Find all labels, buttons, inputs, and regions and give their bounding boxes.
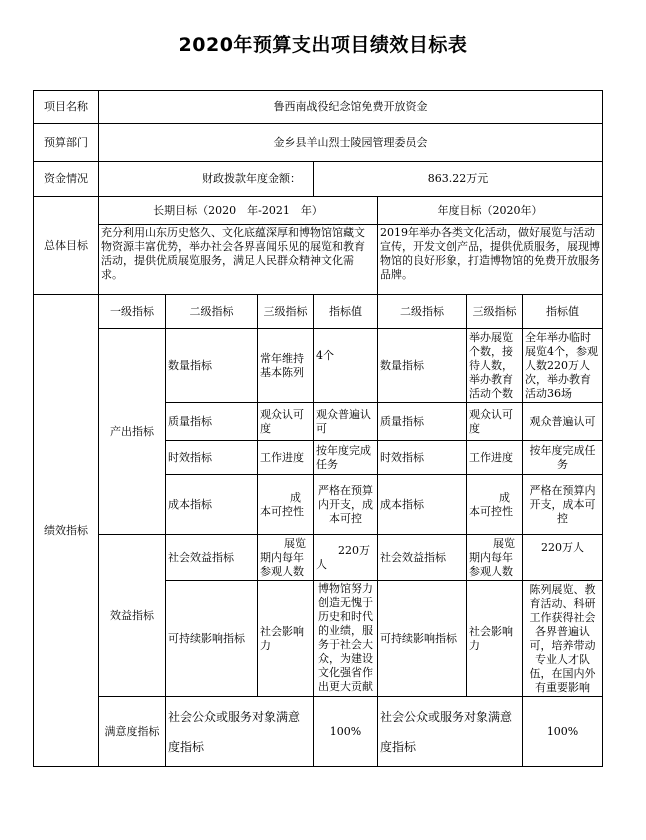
cell-l3-annual: 工作进度 [467, 441, 523, 475]
department-value: 金乡县羊山烈士陵园管理委员会 [99, 124, 603, 162]
table-row [34, 697, 603, 767]
performance-target-table [33, 90, 603, 767]
cell-l2-annual: 社会效益指标 [378, 535, 467, 581]
header-level3: 三级指标 [258, 295, 314, 329]
department-label: 预算部门 [34, 124, 99, 162]
cell-value-annual: 严格在预算内开支，成本可控 [523, 475, 603, 535]
header-value: 指标值 [314, 295, 378, 329]
cell-value: 观众普遍认可 [314, 403, 378, 441]
cell-l3-annual: 观众认可度 [467, 403, 523, 441]
benefit-label: 效益指标 [99, 535, 166, 697]
funding-label: 资金情况 [34, 162, 99, 197]
long-term-text: 充分利用山东历史悠久、文化底蕴深厚和博物馆馆藏文物资源丰富优势，举办社会各界喜闻乐见的展览和教育活动，提供优质展览服务，满足人民群众精神文化需求。 [99, 225, 378, 295]
cell-value-annual: 按年度完成任务 [523, 441, 603, 475]
header-value-annual: 指标值 [523, 295, 603, 329]
performance-label: 绩效指标 [34, 295, 99, 767]
cell-l3: 常年维持基本陈列 [258, 329, 314, 403]
cell-value-annual: 全年举办临时展览4个，参观人数220万人次，举办教育活动36场 [523, 329, 603, 403]
cell-l3: 观众认可度 [258, 403, 314, 441]
project-value: 鲁西南战役纪念馆免费开放资金 [99, 91, 603, 124]
cell-value: 220万人 [314, 535, 378, 581]
cell-l3-annual: 举办展览个数，接待人数，举办教育活动个数 [467, 329, 523, 403]
cell-l2: 质量指标 [166, 403, 258, 441]
table-row [34, 535, 603, 581]
cell-l2: 社会效益指标 [166, 535, 258, 581]
header-level2: 二级指标 [166, 295, 258, 329]
overall-text-row [34, 225, 603, 295]
annual-text: 2019年举办各类文化活动，做好展览与活动宣传，开发文创产品，提供优质服务，展现博物馆的良好形象，打造博物馆的免费开放服务品牌。 [378, 225, 603, 295]
cell-value: 严格在预算内开支，成本可控 [314, 475, 378, 535]
funding-sub-label: 财政拨款年度金额： [99, 162, 314, 197]
overall-header-row [34, 197, 603, 225]
header-level1: 一级指标 [99, 295, 166, 329]
satisfaction-value: 100% [314, 697, 378, 767]
output-label: 产出指标 [99, 329, 166, 535]
funding-value: 863.22万元 [314, 162, 603, 197]
indicator-header-row [34, 295, 603, 329]
cell-l2-annual: 质量指标 [378, 403, 467, 441]
satisfaction-value-annual: 100% [523, 697, 603, 767]
project-label: 项目名称 [34, 91, 99, 124]
satisfaction-label: 满意度指标 [99, 697, 166, 767]
cell-l3: 社会影响力 [258, 581, 314, 697]
cell-l2-annual: 时效指标 [378, 441, 467, 475]
page-title: 2020年预算支出项目绩效目标表 [178, 34, 468, 56]
cell-value-annual: 观众普遍认可 [523, 403, 603, 441]
satisfaction-l2-annual: 社会公众或服务对象满意度指标 [378, 697, 523, 767]
cell-l2-annual: 可持续影响指标 [378, 581, 467, 697]
cell-value: 按年度完成任务 [314, 441, 378, 475]
cell-value-annual: 220万人 [523, 535, 603, 581]
cell-l2: 时效指标 [166, 441, 258, 475]
cell-value: 博物馆努力创造无愧于历史和时代的业绩，服务于社会大众，为建设文化强省作出更大贡献 [314, 581, 378, 697]
cell-l3: 展览期内每年参观人数 [258, 535, 314, 581]
table-row [34, 329, 603, 403]
annual-header: 年度目标（2020年） [378, 197, 603, 225]
funding-row [34, 162, 603, 197]
cell-value-annual: 陈列展览、教育活动、科研工作获得社会各界普遍认可，培养带动专业人才队伍，在国内外有重要影响 [523, 581, 603, 697]
long-term-header: 长期目标（2020 年-2021 年） [99, 197, 378, 225]
cell-l2: 数量指标 [166, 329, 258, 403]
cell-l2-annual: 成本指标 [378, 475, 467, 535]
cell-l2-annual: 数量指标 [378, 329, 467, 403]
overall-label: 总体目标 [34, 197, 99, 295]
satisfaction-l2: 社会公众或服务对象满意度指标 [166, 697, 314, 767]
cell-l2: 成本指标 [166, 475, 258, 535]
cell-value: 4个 [314, 329, 378, 403]
cell-l3-annual: 展览期内每年参观人数 [467, 535, 523, 581]
header-level2-annual: 二级指标 [378, 295, 467, 329]
cell-l3-annual: 成本可控性 [467, 475, 523, 535]
department-row [34, 124, 603, 162]
cell-l3-annual: 社会影响力 [467, 581, 523, 697]
project-row [34, 91, 603, 124]
header-level3-annual: 三级指标 [467, 295, 523, 329]
cell-l3: 成本可控性 [258, 475, 314, 535]
cell-l3: 工作进度 [258, 441, 314, 475]
cell-l2: 可持续影响指标 [166, 581, 258, 697]
